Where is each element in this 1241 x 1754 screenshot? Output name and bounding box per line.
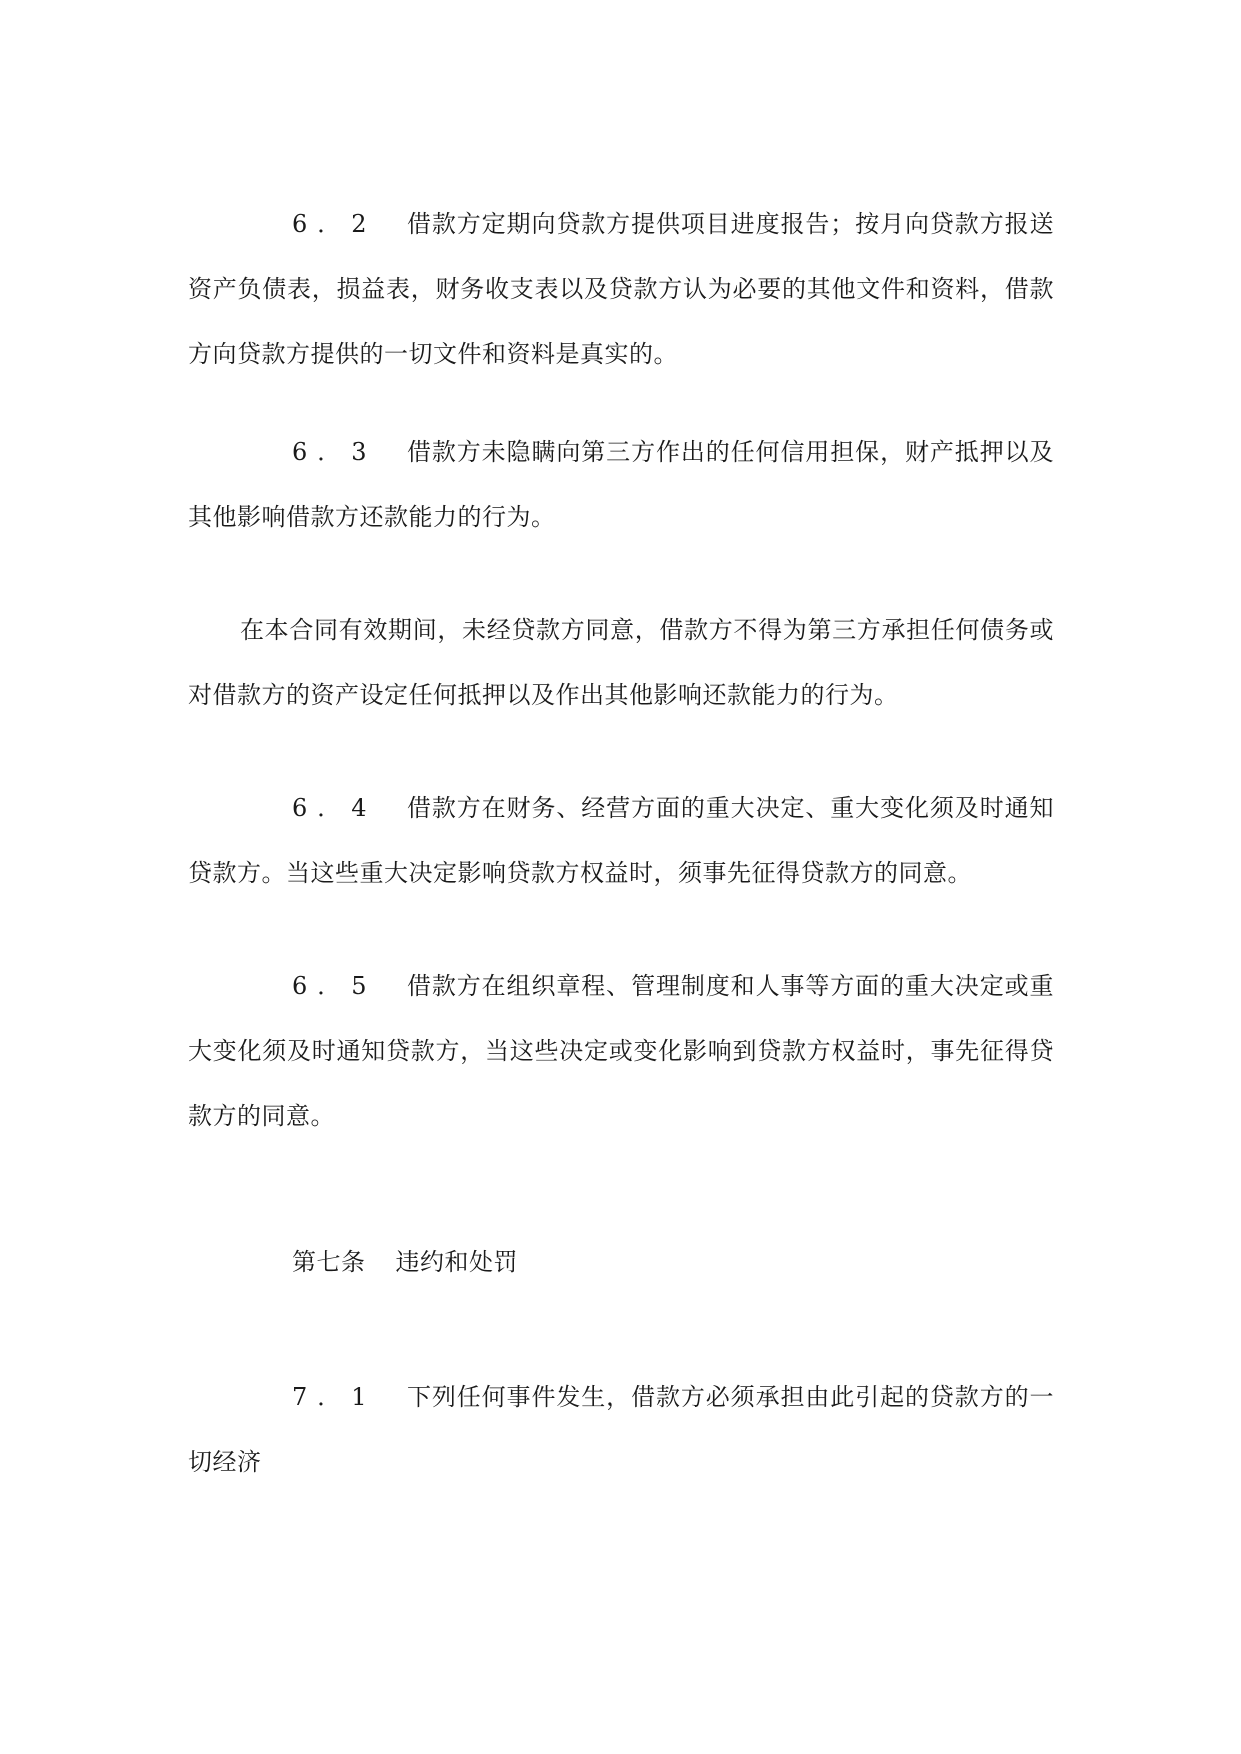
article-number: 第七条 xyxy=(292,1248,366,1276)
clause-6-5 xyxy=(188,954,1054,1149)
article-7-heading xyxy=(188,1230,1054,1295)
clause-number: 7．1 xyxy=(292,1383,377,1411)
paragraph-contract-period xyxy=(188,598,1054,728)
clause-6-4 xyxy=(188,776,1054,906)
clause-text: 借款方在财务、经营方面的重大决定、重大变化须及时通知贷款方。当这些重大决定影响贷款方权益时，须事先征得贷款方的同意。 xyxy=(188,794,1054,887)
clause-text: 借款方未隐瞒向第三方作出的任何信用担保，财产抵押以及其他影响借款方还款能力的行为。 xyxy=(188,438,1054,531)
clause-text: 借款方定期向贷款方提供项目进度报告；按月向贷款方报送资产负债表，损益表，财务收支表以及贷款方认为必要的其他文件和资料，借款方向贷款方提供的一切文件和资料是真实的。 xyxy=(188,210,1054,368)
article-title: 违约和处罚 xyxy=(395,1248,518,1276)
clause-text: 借款方在组织章程、管理制度和人事等方面的重大决定或重大变化须及时通知贷款方，当这些决定或变化影响到贷款方权益时，事先征得贷款方的同意。 xyxy=(188,972,1054,1130)
clause-6-3 xyxy=(188,420,1054,550)
clause-6-2 xyxy=(188,192,1054,387)
paragraph-text: 在本合同有效期间，未经贷款方同意，借款方不得为第三方承担任何债务或对借款方的资产设定任何抵押以及作出其他影响还款能力的行为。 xyxy=(188,616,1054,709)
clause-number: 6．2 xyxy=(292,210,377,238)
clause-number: 6．4 xyxy=(292,794,377,822)
clause-number: 6．3 xyxy=(292,438,377,466)
clause-text: 下列任何事件发生，借款方必须承担由此引起的贷款方的一切经济 xyxy=(188,1383,1054,1476)
clause-7-1 xyxy=(188,1365,1054,1495)
clause-number: 6．5 xyxy=(292,972,377,1000)
